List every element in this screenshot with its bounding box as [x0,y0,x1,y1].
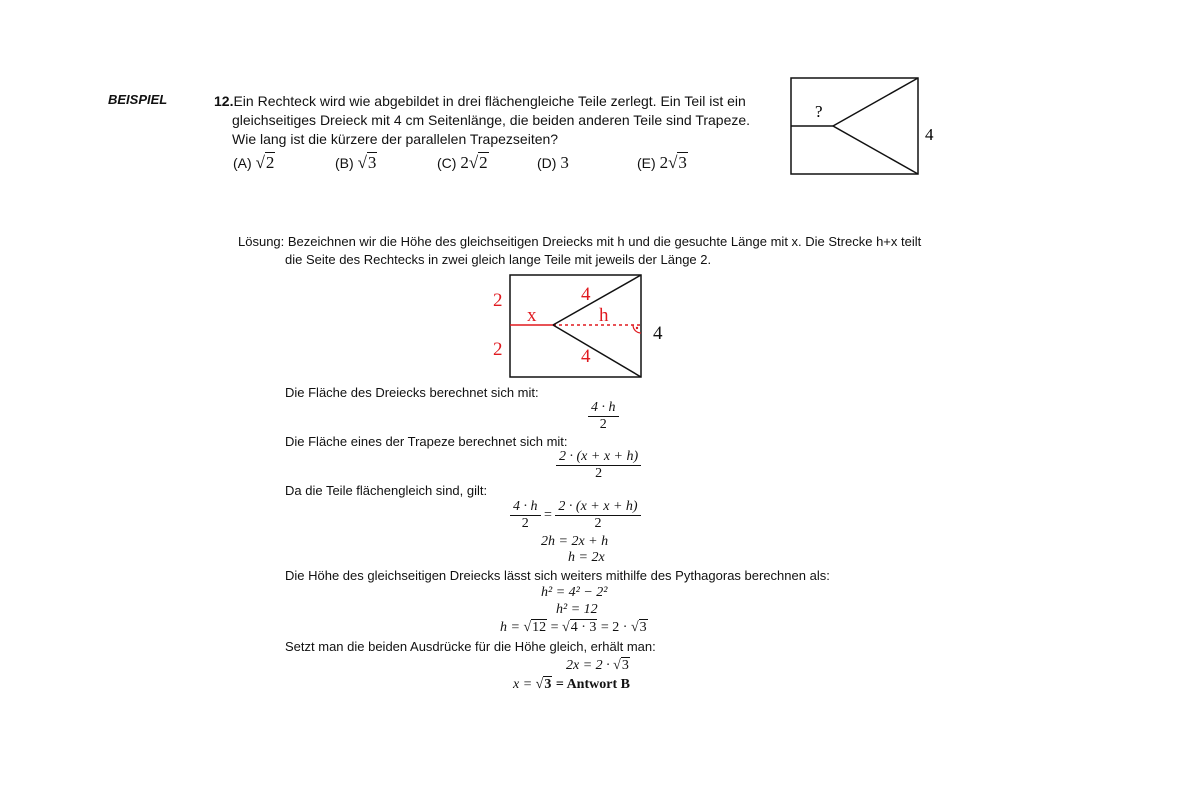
pythagoras-step-3: h = √12 = √4 · 3 = 2 · √3 [500,620,647,635]
step-text-2: Die Fläche eines der Trapeze berechnet sich mit: [285,434,568,449]
step-text-5: Setzt man die beiden Ausdrücke für die Höhe gleich, erhält man: [285,639,656,654]
solution-line-1: Lösung: Bezeichnen wir die Höhe des gleichseitigen Dreiecks mit h und die gesuchte Länge mit x. Die Strecke h+x teilt [238,234,922,249]
pythagoras-step-1: h² = 4² − 2² [541,585,608,600]
step-text-3: Da die Teile flächengleich sind, gilt: [285,483,488,498]
label-bottom-half: 2 [493,339,503,360]
unknown-label: ? [815,102,823,121]
label-lower-side: 4 [581,346,591,367]
area-equation: $\frac{4 \cdot h}{2}$ = $\frac{2 \cdot (x + x + h)}{2}$ [510,499,641,532]
question-text [214,92,784,149]
pythagoras-step-2: h² = 12 [556,602,598,617]
step-text-4: Die Höhe des gleichseitigen Dreiecks lässt sich weiters mithilfe des Pythagoras berechnen als: [285,568,830,583]
triangle-upper-side [833,78,918,126]
question-line-1: Ein Rechteck wird wie abgebildet in drei flächengleiche Teile zerlegt. Ein Teil ist ein [233,93,746,109]
choice-d: (D) 3 [537,153,569,172]
choice-e: (E) 2√3 [637,153,687,172]
figure-rectangle-question [785,72,945,182]
right-angle-dot [636,327,638,329]
example-label: BEISPIEL [108,92,168,107]
equation-step-1: 2h = 2x + h [541,534,609,549]
final-answer: x = √3 = Antwort B [513,677,630,692]
equation-step-2: h = 2x [568,550,605,565]
triangle-lower-side-2 [553,325,641,377]
solution-line-2: die Seite des Rechtecks in zwei gleich lange Teile mit jeweils der Länge 2. [285,252,712,267]
choice-b: (B) √3 [335,153,377,172]
question-line-3: Wie lang ist die kürzere der parallelen Trapezseiten? [232,131,559,147]
choice-c: (C) 2√2 [437,153,488,172]
question-number: 12. [214,93,234,109]
fraction-triangle-area: $\frac{4 \cdot h}{2}$ [588,400,619,433]
solution-intro [238,233,938,269]
side-length-label: 4 [925,125,934,144]
rectangle-outline-2 [510,275,641,377]
label-upper-side: 4 [581,284,591,305]
triangle-upper-side-2 [553,275,641,325]
step-text-1: Die Fläche des Dreiecks berechnet sich mit: [285,385,539,400]
choice-a: (A) √2 [233,153,275,172]
substitution-step-1: 2x = 2 · √3 [566,658,629,673]
label-right-side: 4 [653,323,663,344]
question-line-2: gleichseitiges Dreieck mit 4 cm Seitenlänge, die beiden anderen Teile sind Trapeze. [232,112,751,128]
triangle-lower-side [833,126,918,174]
label-x: x [527,305,537,326]
label-h: h [599,305,609,326]
label-top-half: 2 [493,290,503,311]
fraction-trapezoid-area: $\frac{2 \cdot (x + x + h)}{2}$ [556,449,641,482]
figure-solution-diagram [485,270,685,382]
